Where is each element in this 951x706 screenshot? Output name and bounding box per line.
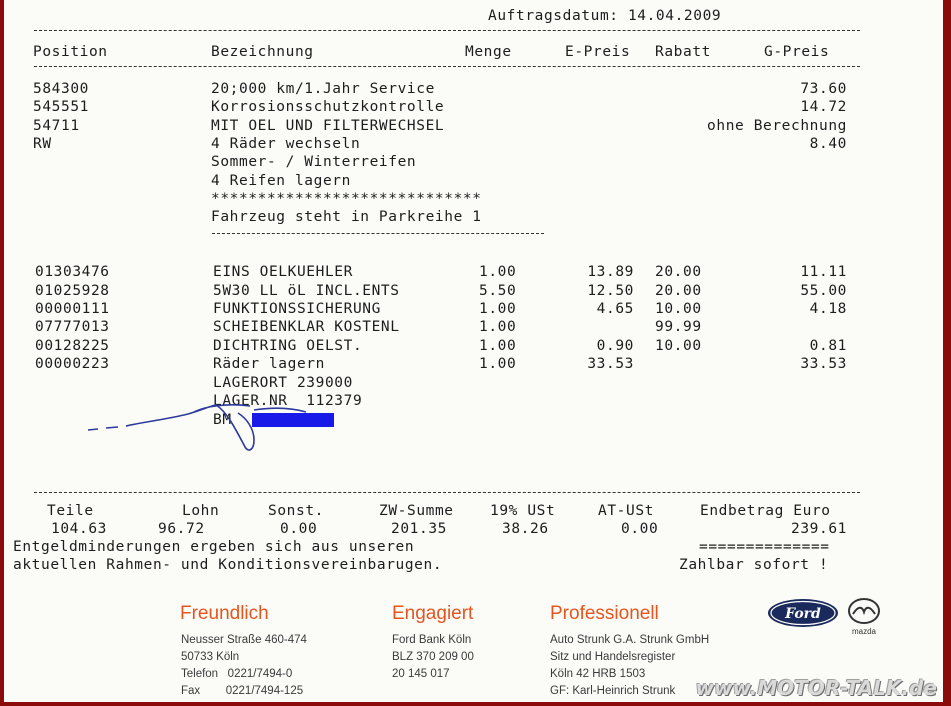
divider-totals bbox=[34, 492, 860, 493]
company-hrb: Köln 42 HRB 1503 bbox=[550, 668, 646, 680]
mazda-logo-icon bbox=[844, 596, 884, 636]
b2-menge-4: 1.00 bbox=[479, 338, 517, 354]
b2-gpreis-4: 0.81 bbox=[809, 338, 847, 354]
col-header-position: Position bbox=[33, 44, 108, 60]
b1-gpreis-2: ohne Berechnung bbox=[707, 118, 847, 134]
total-label-sonst: Sonst. bbox=[268, 503, 324, 519]
ford-logo-icon bbox=[767, 598, 839, 628]
company-name: Auto Strunk G.A. Strunk GmbH bbox=[550, 634, 710, 646]
total-value-sonst: 0.00 bbox=[280, 521, 318, 537]
b2-menge-1: 5.50 bbox=[479, 283, 517, 299]
b1-pos-3: RW bbox=[33, 136, 52, 152]
b1-pos-2: 54711 bbox=[33, 118, 80, 134]
total-label-teile: Teile bbox=[47, 503, 94, 519]
b2-menge-5: 1.00 bbox=[479, 356, 517, 372]
b2-rabatt-4: 10.00 bbox=[655, 338, 702, 354]
company-gf: GF: Karl-Heinrich Strunk bbox=[550, 685, 676, 697]
motto-professionell: Professionell bbox=[550, 603, 659, 624]
note-line-1: Entgeldminderungen ergeben sich aus unseren bbox=[13, 539, 415, 555]
b1-gpreis-1: 14.72 bbox=[800, 99, 847, 115]
company-register: Sitz und Handelsregister bbox=[550, 651, 676, 663]
total-label-ust: 19% USt bbox=[490, 503, 556, 519]
divider-block1 bbox=[212, 233, 544, 234]
watermark-motor-talk: www.MOTOR-TALK.de bbox=[695, 676, 937, 700]
col-header-epreis: E-Preis bbox=[565, 44, 631, 60]
bank-name: Ford Bank Köln bbox=[392, 634, 472, 646]
total-value-lohn: 96.72 bbox=[158, 521, 205, 537]
b2-menge-2: 1.00 bbox=[479, 301, 517, 317]
b2-menge-3: 1.00 bbox=[479, 319, 517, 335]
b2-text-5: Räder lagern bbox=[213, 356, 325, 372]
b2-text-0: EINS OELKUEHLER bbox=[213, 264, 353, 280]
total-label-endbetrag: Endbetrag Euro bbox=[700, 503, 831, 519]
svg-text:mazda: mazda bbox=[851, 627, 877, 636]
b2-menge-0: 1.00 bbox=[479, 264, 517, 280]
total-value-ust: 38.26 bbox=[502, 521, 549, 537]
total-value-endbetrag: 239.61 bbox=[791, 521, 847, 537]
b2-text-7: LAGER.NR 112379 bbox=[213, 393, 363, 409]
b2-rabatt-2: 10.00 bbox=[655, 301, 702, 317]
bank-account: 20 145 017 bbox=[392, 668, 450, 680]
b2-epreis-5: 33.53 bbox=[587, 356, 634, 372]
address-phone: Telefon 0221/7494-0 bbox=[181, 668, 293, 680]
b2-text-2: FUNKTIONSSICHERUNG bbox=[213, 301, 381, 317]
b2-gpreis-5: 33.53 bbox=[800, 356, 847, 372]
svg-text:Ford: Ford bbox=[785, 606, 821, 622]
b2-gpreis-2: 4.18 bbox=[809, 301, 847, 317]
b1-gpreis-0: 73.60 bbox=[800, 81, 847, 97]
b2-gpreis-0: 11.11 bbox=[800, 264, 847, 280]
divider-header bbox=[34, 66, 860, 67]
b2-pos-3: 07777013 bbox=[35, 319, 110, 335]
b2-rabatt-3: 99.99 bbox=[655, 319, 702, 335]
motto-engagiert: Engagiert bbox=[392, 603, 474, 624]
b2-pos-4: 00128225 bbox=[35, 338, 110, 354]
b1-text-4: Sommer- / Winterreifen bbox=[211, 154, 417, 170]
b1-text-2: MIT OEL UND FILTERWECHSEL bbox=[211, 118, 445, 134]
col-header-bezeichnung: Bezeichnung bbox=[211, 44, 314, 60]
b2-pos-5: 00000223 bbox=[35, 356, 110, 372]
b2-epreis-4: 0.90 bbox=[596, 338, 634, 354]
zahlbar-sofort: Zahlbar sofort ! bbox=[679, 557, 829, 573]
b2-epreis-0: 13.89 bbox=[587, 264, 634, 280]
b2-text-6: LAGERORT 239000 bbox=[213, 375, 353, 391]
address-fax: Fax 0221/7494-125 bbox=[181, 685, 304, 697]
address-street: Neusser Straße 460-474 bbox=[181, 634, 307, 646]
b2-gpreis-1: 55.00 bbox=[800, 283, 847, 299]
col-header-rabatt: Rabatt bbox=[655, 44, 711, 60]
b1-text-6: ***************************** bbox=[211, 191, 482, 207]
total-value-atust: 0.00 bbox=[621, 521, 659, 537]
col-header-menge: Menge bbox=[465, 44, 512, 60]
b2-epreis-1: 12.50 bbox=[587, 283, 634, 299]
b2-text-8: BM bbox=[213, 412, 232, 428]
b2-text-4: DICHTRING OELST. bbox=[213, 338, 363, 354]
b2-rabatt-0: 20.00 bbox=[655, 264, 702, 280]
signature-scribble bbox=[84, 398, 334, 460]
b2-text-1: 5W30 LL öL INCL.ENTS bbox=[213, 283, 400, 299]
b1-gpreis-3: 8.40 bbox=[809, 136, 847, 152]
b2-pos-2: 00000111 bbox=[35, 301, 110, 317]
bank-blz: BLZ 370 209 00 bbox=[392, 651, 474, 663]
total-label-zwsumme: ZW-Summe bbox=[379, 503, 454, 519]
b2-text-3: SCHEIBENKLAR KOSTENL bbox=[213, 319, 400, 335]
divider-top bbox=[34, 30, 860, 31]
invoice-page bbox=[4, 0, 943, 702]
total-label-lohn: Lohn bbox=[182, 503, 220, 519]
total-value-zwsumme: 201.35 bbox=[391, 521, 447, 537]
b2-pos-0: 01303476 bbox=[35, 264, 110, 280]
total-underline: ============== bbox=[699, 539, 830, 555]
b2-pos-1: 01025928 bbox=[35, 283, 110, 299]
b2-epreis-2: 4.65 bbox=[596, 301, 634, 317]
b1-text-1: Korrosionsschutzkontrolle bbox=[211, 99, 445, 115]
b1-text-5: 4 Reifen lagern bbox=[211, 173, 351, 189]
motto-freundlich: Freundlich bbox=[180, 603, 269, 624]
b1-pos-0: 584300 bbox=[33, 81, 89, 97]
total-label-atust: AT-USt bbox=[598, 503, 654, 519]
b1-text-7: Fahrzeug steht in Parkreihe 1 bbox=[211, 209, 482, 225]
col-header-gpreis: G-Preis bbox=[764, 44, 830, 60]
total-value-teile: 104.63 bbox=[51, 521, 107, 537]
b1-pos-1: 545551 bbox=[33, 99, 89, 115]
b2-rabatt-1: 20.00 bbox=[655, 283, 702, 299]
order-date: Auftragsdatum: 14.04.2009 bbox=[488, 8, 722, 24]
address-city: 50733 Köln bbox=[181, 651, 240, 663]
b1-text-3: 4 Räder wechseln bbox=[211, 136, 361, 152]
b1-text-0: 20;000 km/1.Jahr Service bbox=[211, 81, 435, 97]
note-line-2: aktuellen Rahmen- und Konditionsvereinbarugen. bbox=[13, 557, 443, 573]
